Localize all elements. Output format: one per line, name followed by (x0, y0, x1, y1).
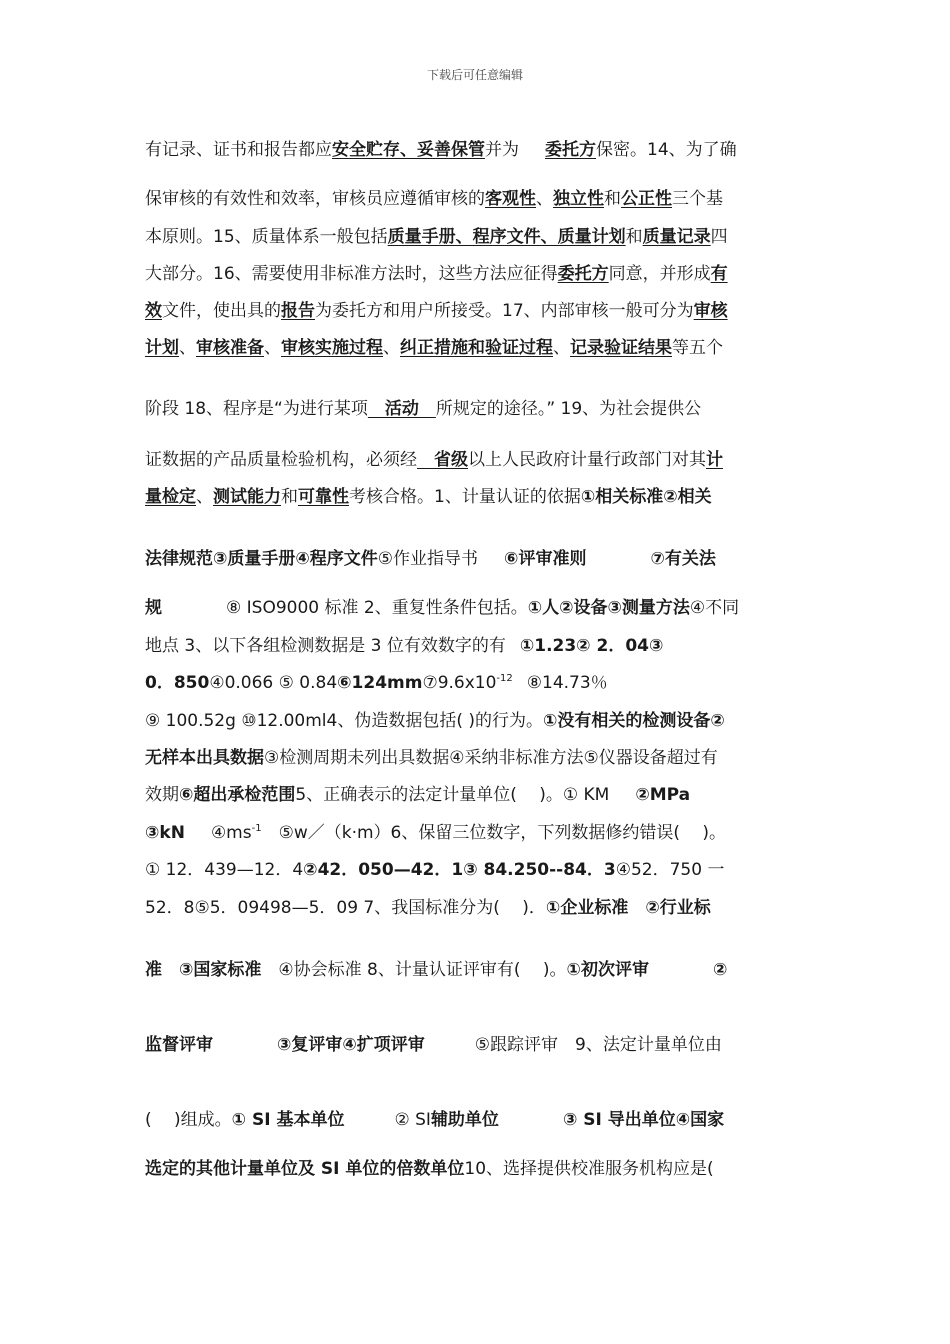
text-segment: 地点 3、以下各组检测数据是 3 位有效数字的有 (145, 636, 506, 656)
bold-text: ⑥评审准则 (504, 549, 587, 569)
bold-text: 规 (145, 598, 162, 618)
bold-text: ②42．050—42．1③ 84.250--84．3 (303, 860, 616, 880)
text-segment: 和 (625, 227, 643, 247)
bold-text: 监督评审 (145, 1035, 213, 1055)
text-segment: 同意，并形成 (608, 264, 711, 284)
underlined-answer: 计划 (145, 338, 179, 358)
text-line (145, 746, 825, 770)
text-segment: 本原则。15、质量体系一般包括 (145, 227, 388, 247)
text-line (145, 783, 825, 807)
text-segment: ④0.066 ⑤ 0.84 (209, 673, 338, 693)
text-segment: 所规定的途径。” 19、为社会提供公 (435, 399, 702, 419)
text-segment: 有记录、证书和报告都应 (145, 140, 332, 160)
text-segment: 阶段 18、程序是“为进行某项 (145, 399, 368, 419)
text-line (145, 709, 825, 733)
text-segment: 、 (179, 338, 196, 358)
text-line (145, 1033, 825, 1057)
underlined-answer: 有 (710, 264, 728, 284)
text-segment: 三个基 (672, 189, 723, 209)
bold-text: ①人②设备③测量方法 (527, 598, 690, 618)
text-segment: ⑤作业指导书 (377, 549, 479, 569)
bold-text: ②MPa (635, 785, 691, 805)
bold-text: ①没有相关的检测设备② (543, 711, 725, 731)
superscript: -12 (496, 673, 513, 684)
text-segment: ④52．750 一 (615, 860, 725, 880)
text-segment: 文件，使出具的 (162, 301, 281, 321)
bold-text: ⑦有关法 (650, 549, 716, 569)
text-segment: 保审核的有效性和效率，审核员应遵循审核的 (145, 189, 485, 209)
bold-text: 准 ③国家标准 (145, 960, 262, 980)
bold-text: ③kN (145, 823, 185, 843)
text-segment: 、 (196, 487, 213, 507)
text-segment: ⑨ 100.52g ⑩12.00ml4、伪造数据包括( )的行为。 (145, 711, 543, 731)
text-segment: 、 (383, 338, 400, 358)
bold-text: ①1.23② 2．04③ (519, 636, 664, 656)
text-segment: 证数据的产品质量检验机构，必须经 (145, 450, 417, 470)
text-segment: ④协会标准 8、计量认证评审有( )。 (261, 960, 567, 980)
text-segment: 并为 (485, 140, 519, 160)
text-segment: 以上人民政府计量行政部门对其 (468, 450, 706, 470)
bold-text: ② (712, 960, 728, 980)
text-segment: 保密。14、为了确 (596, 140, 737, 160)
text-segment: 效期 (145, 785, 179, 805)
bold-text: 无样本出具数据 (145, 748, 264, 768)
underlined-answer: 审核实施过程 (281, 338, 383, 358)
bold-text: 0．850 (145, 673, 210, 693)
bold-text: 辅助单位 (430, 1110, 499, 1130)
text-line (145, 634, 825, 658)
text-line (145, 958, 825, 982)
text-segment: ② SI (394, 1110, 431, 1130)
underlined-answer: 安全贮存、妥善保管 (332, 140, 485, 160)
text-segment: 、 (264, 338, 281, 358)
underlined-answer: 省级 (417, 450, 468, 470)
bold-text: ⑥超出承检范围 (179, 785, 296, 805)
superscript: -1 (251, 823, 262, 834)
text-line (145, 896, 825, 920)
underlined-answer: 质量记录 (642, 227, 711, 247)
text-line (145, 1108, 825, 1132)
text-line (145, 299, 825, 323)
text-line (145, 485, 825, 509)
text-segment: ① 12．439—12．4 (145, 860, 304, 880)
text-segment: 四 (710, 227, 728, 247)
text-segment: 为委托方和用户所接受。17、内部审核一般可分为 (315, 301, 694, 321)
text-line (145, 397, 825, 421)
underlined-answer: 报告 (281, 301, 315, 321)
text-line (145, 262, 825, 286)
text-segment: 、 (553, 338, 570, 358)
underlined-answer: 公正性 (621, 189, 672, 209)
underlined-answer: 测试能力 (213, 487, 281, 507)
underlined-answer: 质量手册、程序文件、质量计划 (387, 227, 626, 247)
underlined-answer: 审核准备 (196, 338, 264, 358)
text-line (145, 1157, 825, 1181)
bold-text: ①企业标准 ②行业标 (545, 898, 711, 918)
text-segment: ④不同 (689, 598, 740, 618)
text-line (145, 448, 825, 472)
text-line (145, 821, 825, 845)
text-segment: 大部分。16、需要使用非标准方法时，这些方法应征得 (145, 264, 558, 284)
text-segment: 和 (604, 189, 621, 209)
underlined-answer: 委托方 (557, 264, 609, 284)
text-segment: 52．8⑤5．09498—5．09 7、我国标准分为( )． (145, 898, 546, 918)
text-segment: ④ms (210, 823, 252, 843)
text-line (145, 336, 825, 360)
text-segment: 5、正确表示的法定计量单位( )。① KM (295, 785, 610, 805)
text-segment: ⑤跟踪评审 9、法定计量单位由 (474, 1035, 722, 1055)
text-line (145, 225, 825, 249)
underlined-answer: 活动 (367, 399, 436, 419)
bold-text: ③复评审④扩项评审 (277, 1035, 425, 1055)
text-segment: 10、选择提供校准服务机构应是( (464, 1159, 714, 1179)
page-header: 下载后可任意编辑 (426, 68, 523, 82)
bold-text: 法律规范③质量手册④程序文件 (145, 549, 378, 569)
text-segment: 等五个 (672, 338, 723, 358)
text-segment: 、 (536, 189, 553, 209)
underlined-answer: 计 (706, 450, 723, 470)
text-segment: ③检测周期未列出具数据④采纳非标准方法⑤仪器设备超过有 (264, 748, 718, 768)
text-segment: 考核合格。1、计量认证的依据 (349, 487, 581, 507)
text-line (145, 596, 825, 620)
text-segment: 和 (281, 487, 298, 507)
bold-text: ①相关标准②相关 (580, 487, 712, 507)
underlined-answer: 审核 (693, 301, 728, 321)
underlined-answer: 客观性 (485, 189, 536, 209)
underlined-answer: 独立性 (553, 189, 604, 209)
bold-text: 选定的其他计量单位及 SI 单位的倍数单位 (145, 1159, 465, 1179)
underlined-answer: 可靠性 (298, 487, 349, 507)
bold-text: ③ SI 导出单位④国家 (562, 1110, 725, 1130)
underlined-answer: 委托方 (545, 140, 596, 160)
text-segment: ⑦9.6x10 (422, 673, 497, 693)
text-line (145, 858, 825, 882)
text-segment: ⑧14.73％ (526, 673, 608, 693)
text-segment: ⑧ ISO9000 标准 2、重复性条件包括。 (226, 598, 528, 618)
bold-text: ①初次评审 (566, 960, 649, 980)
text-segment: ⑤w／（k·m）6、保留三位数字，下列数据修约错误( )。 (261, 823, 727, 843)
text-line (145, 187, 825, 211)
text-line (145, 671, 825, 695)
text-segment: ( )组成。 (145, 1110, 232, 1130)
underlined-answer: 纠正措施和验证过程 (400, 338, 553, 358)
underlined-answer: 记录验证结果 (570, 338, 672, 358)
bold-text: ⑥124mm (337, 673, 423, 693)
underlined-answer: 量检定 (145, 487, 196, 507)
text-line (145, 547, 825, 571)
underlined-answer: 效 (145, 301, 162, 321)
bold-text: ① SI 基本单位 (231, 1110, 345, 1130)
text-line (145, 138, 825, 162)
